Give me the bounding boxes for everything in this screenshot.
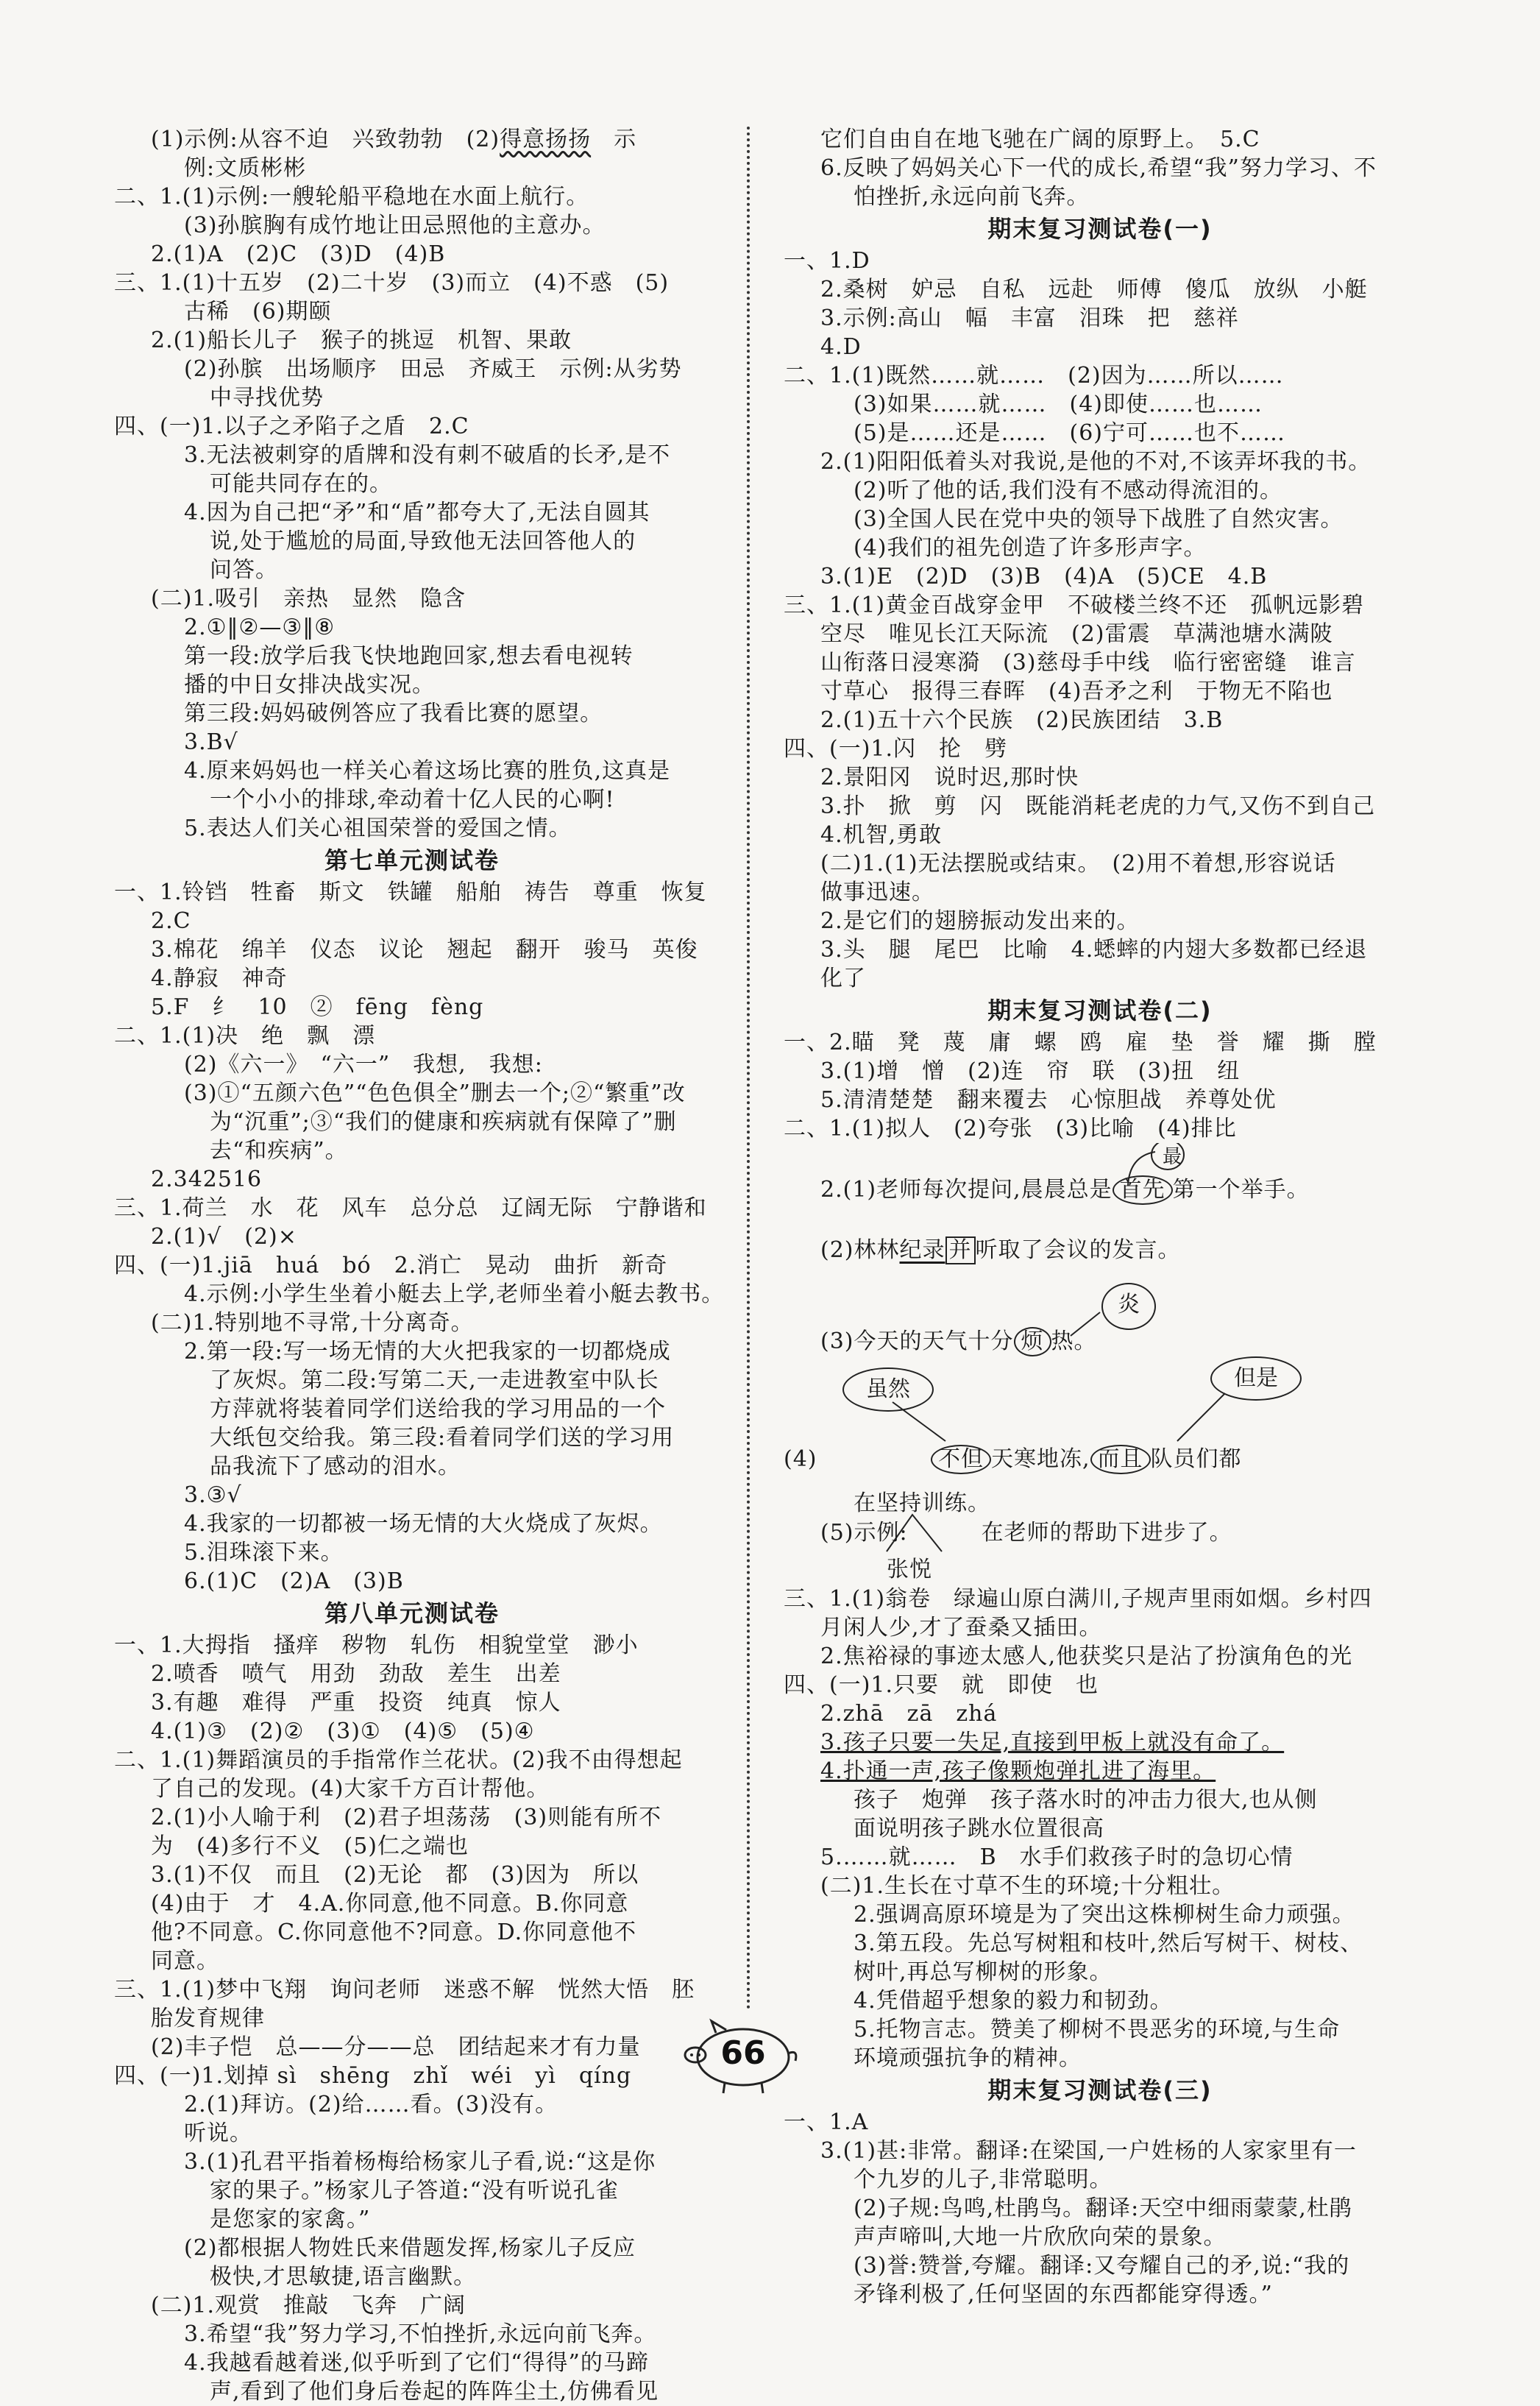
answer-line: (3)①“五颜六色”“色色俱全”删去一个;②“繁重”改 [184,1080,686,1106]
answer-line: (4)我们的祖先创造了许多形声字。 [854,535,1207,561]
right-column [784,125,1416,2309]
answer-line: 听说。 [184,2120,252,2146]
diagram-oval-danshi: 但是 [1210,1356,1302,1401]
answer-line: 3.B√ [184,729,238,755]
answer-line: (4)由于 才 4.A.你同意,他不同意。B.你同意 [151,1891,629,1917]
diagram-sentence-4-label: (4) [784,1446,817,1472]
answer-line: 2.(1)√ (2)× [151,1224,297,1250]
answer-line: (2)都根据人物姓氏来借题发挥,杨家儿子反应 [184,2235,636,2261]
answer-line: 2.(1)拜访。(2)给……看。(3)没有。 [184,2092,558,2117]
answer-line: 三、1.(1)黄金百战穿金甲 不破楼兰终不还 孤帆远影碧 [784,592,1365,618]
answer-line: 了自己的发现。(4)大家千方百计帮他。 [151,1776,550,1802]
answer-line: 第三段:妈妈破例答应了我看比赛的愿望。 [184,701,603,726]
section-heading: 期末复习测试卷(一) [987,215,1213,243]
answer-line: 2.桑树 妒忌 自私 远赴 师傅 傻瓜 放纵 小艇 [820,277,1368,302]
section-heading: 期末复习测试卷(二) [987,997,1213,1025]
answer-line: 3.棉花 绵羊 仪态 议论 翘起 翻开 骏马 英俊 [151,937,698,963]
diagram-sentence-2: (2)林林纪录 并 听取了会议的发言。 [820,1237,1181,1263]
answer-line: 3.示例:高山 幅 丰富 泪珠 把 慈祥 [820,305,1239,331]
answer-line: (2)子规:鸟鸣,杜鹃鸟。翻译:天空中细雨蒙蒙,杜鹃 [854,2196,1352,2221]
answer-line: 空尽 唯见长江天际流 (2)雷震 草满池塘水满陂 [820,621,1333,647]
diagram-oval-suiran: 虽然 [842,1367,934,1412]
answer-line: 三、1.(1)十五岁 (2)二十岁 (3)而立 (4)不惑 (5) [114,270,670,296]
answer-line: 环境顽强抗争的精神。 [854,2045,1082,2071]
answer-line: 个九岁的儿子,非常聪明。 [854,2167,1113,2193]
answer-line: (3)如果……就…… (4)即使……也…… [854,392,1263,417]
answer-line: 2.强调高原环境是为了突出这株柳树生命力顽强。 [854,1902,1355,1928]
diagram-insert-1: 最 [1163,1146,1183,1168]
answer-line: 二、1.(1)示例:一艘轮船平稳地在水面上航行。 [114,184,589,210]
answer-line: 声声啼叫,大地一片欣欣向荣的景象。 [854,2224,1227,2250]
answer-line: 一、1.铃铛 牲畜 斯文 铁罐 船舶 祷告 尊重 恢复 [114,880,707,905]
answer-line: 极快,才思敏捷,语言幽默。 [210,2264,477,2290]
answer-line: 4.我越看越着迷,似乎听到了它们“得得”的马蹄 [184,2350,649,2376]
answer-line: 5.表达人们关心祖国荣誉的爱国之情。 [184,815,572,841]
answer-line: 3.头 腿 尾巴 比喻 4.蟋蟀的内翅大多数都已经退 [820,937,1368,963]
answer-line: (2)听了他的话,我们没有不感动得流泪的。 [854,478,1283,503]
section-heading: 第八单元测试卷 [324,1599,500,1627]
answer-line: 2.①‖②—③‖⑧ [184,615,336,640]
answer-line: 一、1.D [784,248,870,274]
answer-line: (二)1.观赏 推敲 飞奔 广阔 [151,2293,466,2318]
diagram-insert-5: 张悦 [887,1557,932,1582]
answer-line: 它们自由自在地飞驰在广阔的原野上。 5.C [820,127,1260,152]
answer-line: 播的中日女排决战实况。 [184,672,435,698]
answer-line: 一个小小的排球,牵动着十亿人民的心啊! [210,787,615,813]
answer-line: 了灰烬。第二段:写第二天,一走进教室中队长 [210,1367,659,1393]
answer-line: 一、1.A [784,2109,869,2135]
diagram-sentence-4-cont: 在坚持训练。 [854,1490,990,1516]
answer-line: 6.反映了妈妈关心下一代的成长,希望“我”努力学习、不 [820,155,1377,181]
answer-line: 去“和疾病”。 [210,1138,348,1164]
diagram-sentence-3: (3)今天的天气十分 烦 热。 [820,1327,1097,1356]
answer-line: 大纸包交给我。第三段:看着同学们送的学习用 [210,1425,675,1451]
right-bottom-answers [784,1585,1416,2309]
answer-line: 山衔落日浸寒漪 (3)慈母手中线 临行密密缝 谁言 [820,650,1356,676]
answer-line: 2.是它们的翅膀振动发出来的。 [820,908,1140,934]
answer-line: 5.托物言志。赞美了柳树不畏恶劣的环境,与生命 [854,2017,1341,2042]
section-heading: 期末复习测试卷(三) [987,2076,1213,2104]
answer-line: 第一段:放学后我飞快地跑回家,想去看电视转 [184,643,634,669]
answer-line: 二、1.(1)拟人 (2)夸张 (3)比喻 (4)排比 [784,1116,1237,1142]
answer-line: (1)示例:从容不迫 兴致勃勃 (2)得意扬扬 示 [151,127,637,152]
answer-line: 怕挫折,永远向前飞奔。 [854,184,1090,210]
answer-line: 4.因为自己把“矛”和“盾”都夸大了,无法自圆其 [184,500,650,526]
answer-line: 古稀 (6)期颐 [184,299,332,325]
answer-line: 2.第一段:写一场无情的大火把我家的一切都烧成 [184,1339,671,1365]
answer-line: 3.(1)增 憎 (2)连 帘 联 (3)扭 纽 [820,1058,1241,1084]
answer-line: 四、(一)1.jiā huá bó 2.消亡 晃动 曲折 新奇 [114,1253,668,1278]
answer-line: 4.(1)③ (2)② (3)① (4)⑤ (5)④ [151,1719,535,1744]
answer-line: 树叶,再总写柳树的形象。 [854,1959,1113,1985]
answer-line: 3.希望“我”努力学习,不怕挫折,永远向前飞奔。 [184,2321,657,2347]
answer-line: 3.③√ [184,1482,242,1508]
answer-line: 孩子 炮弹 孩子落水时的冲击力很大,也从侧 [854,1787,1318,1813]
answer-line: 四、(一)1.只要 就 即使 也 [784,1672,1099,1698]
answer-line: 4.机智,勇敢 [820,822,943,848]
answer-line: 3.(1)孔君平指着杨梅给杨家儿子看,说:“这是你 [184,2149,656,2175]
answer-line: 二、1.(1)既然……就…… (2)因为……所以…… [784,363,1284,389]
answer-line: 三、1.荷兰 水 花 风车 总分总 辽阔无际 宁静谐和 [114,1195,707,1221]
answer-line: 2.(1)阳阳低着头对我说,是他的不对,不该弄坏我的书。 [820,449,1372,475]
answer-line: 2.喷香 喷气 用劲 劲敌 差生 出差 [151,1661,561,1687]
answer-line: 中寻找优势 [210,385,324,411]
answer-line: (二)1.吸引 亲热 显然 隐含 [151,586,466,612]
answer-line: 胎发育规律 [151,2006,265,2031]
answer-line: 4.我家的一切都被一场无情的大火烧成了灰烬。 [184,1511,663,1537]
answer-line: 三、1.(1)翁卷 绿遍山原白满川,子规声里雨如烟。乡村四 [784,1586,1372,1612]
answer-line: 方萍就将装着同学们送给我的学习用品的一个 [210,1396,666,1422]
answer-line: 寸草心 报得三春晖 (4)吾矛之利 于物无不陷也 [820,679,1333,704]
answer-line: 5.泪珠滚下来。 [184,1540,344,1565]
answer-line: 3.无法被刺穿的盾牌和没有刺不破盾的长矛,是不 [184,442,671,468]
page-number-badge [666,2017,813,2098]
answer-line: 例:文质彬彬 [184,155,307,181]
wavy-underline-word: 得意扬扬 [500,127,592,152]
answer-line: 月闲人少,才了蚕桑又插田。 [820,1615,1102,1641]
answer-line: 可能共同存在的。 [210,471,392,497]
answer-line: 矛锋利极了,任何坚固的东西都能穿得透。” [854,2282,1273,2307]
answer-line: 2.C [151,908,191,934]
answer-line: (二)1.生长在寸草不生的环境;十分粗壮。 [820,1873,1235,1899]
answer-line: 2.zhā zā zhá [820,1701,998,1727]
answer-line: 3.扑 掀 剪 闪 既能消耗老虎的力气,又伤不到自己 [820,793,1376,819]
answer-line: 二、1.(1)决 绝 飘 漂 [114,1023,376,1049]
answer-line: (3)全国人民在党中央的领导下战胜了自然灾害。 [854,506,1344,532]
answer-line: 四、(一)1.以子之矛陷子之盾 2.C [114,414,469,439]
section-heading: 第七单元测试卷 [324,846,500,874]
answer-line: (3)誉:赞誉,夸耀。翻译:又夸耀自己的矛,说:“我的 [854,2253,1350,2279]
answer-line: 4.D [820,334,862,360]
answer-line: 问答。 [210,557,278,583]
left-column [114,125,725,2406]
answer-line: 6.(1)C (2)A (3)B [184,1568,404,1594]
answer-line: (2)丰子恺 总——分——总 团结起来才有力量 [151,2034,641,2060]
answer-line: 说,处于尴尬的局面,导致他无法回答他人的 [210,528,636,554]
answer-line: 4.静寂 神奇 [151,966,288,991]
answer-line: 四、(一)1.划掉 sì shēng zhǐ wéi yì qíng [114,2063,632,2089]
answer-line: 是您家的家禽。” [210,2207,371,2232]
answer-line: 一、2.瞄 凳 蔑 庸 螺 鸥 雇 垫 誉 耀 撕 膛 [784,1030,1377,1055]
answer-line: 二、1.(1)舞蹈演员的手指常作兰花状。(2)我不由得想起 [114,1747,683,1773]
answer-line: 3.(1)不仅 而且 (2)无论 都 (3)因为 所以 [151,1862,639,1888]
answer-line: 3.(1)甚:非常。翻译:在梁国,一户姓杨的人家家里有一 [820,2138,1357,2164]
answer-line: 品我流下了感动的泪水。 [210,1454,461,1479]
answer-line: 2.342516 [151,1167,263,1192]
diagram-sentence-4: 不但 天寒地冻, 而且 队员们都 [931,1445,1242,1474]
diagram-sentence-1: 2.(1)老师每次提问,晨晨总是 首先 第一个举手。 [820,1175,1310,1205]
page-number: 66 [720,2034,766,2072]
sentence-correction-diagram [784,1143,1416,1585]
answer-line: 三、1.(1)梦中飞翔 询问老师 迷惑不解 恍然大悟 胚 [114,1977,695,2003]
answer-line: 2.焦裕禄的事迹太感人,他获奖只是沾了扮演角色的光 [820,1643,1353,1669]
answer-line: 2.景阳冈 说时迟,那时快 [820,765,1079,790]
answer-line: (二)1.(1)无法摆脱或结束。 (2)用不着想,形容说话 [820,851,1336,877]
answer-line: 为“沉重”;③“我们的健康和疾病就有保障了”删 [210,1109,677,1135]
answer-line: 做事迅速。 [820,880,934,905]
diagram-sentence-5: (5)示例: 在老师的帮助下进步了。 [820,1520,1232,1546]
answer-line: (5)是……还是…… (6)宁可……也不…… [854,420,1285,446]
answer-line: 4.原来妈妈也一样关心着这场比赛的胜负,这真是 [184,758,671,784]
right-top-answers [784,125,1416,1143]
answer-line: 四、(一)1.闪 抡 劈 [784,736,1008,762]
answer-line: 面说明孩子跳水位置很高 [854,1816,1104,1841]
answer-line: (3)孙膑胸有成竹地让田忌照他的主意办。 [184,213,606,238]
answer-line: (2)《六一》 “六一” 我想, 我想: [184,1052,543,1078]
answer-line: (二)1.特别地不寻常,十分离奇。 [151,1310,474,1336]
answer-line: 5.清清楚楚 翻来覆去 心惊胆战 养尊处优 [820,1087,1277,1113]
answer-line: 一、1.大拇指 搔痒 秽物 轧伤 相貌堂堂 渺小 [114,1632,639,1658]
answer-line: (2)孙膑 出场顺序 田忌 齐威王 示例:从劣势 [184,356,682,382]
column-divider [747,127,750,2011]
answer-line: 4.示例:小学生坐着小艇去上学,老师坐着小艇去教书。 [184,1281,725,1307]
answer-line: 2.(1)小人喻于利 (2)君子坦荡荡 (3)则能有所不 [151,1805,662,1830]
answer-line: 5.……就…… B 水手们救孩子时的急切心情 [820,1844,1294,1870]
answer-line: 5.F 纟 10 ② fēng fèng [151,994,484,1020]
answer-line: 化了 [820,966,866,991]
answer-line: 同意。 [151,1948,219,1974]
answer-line: 3.第五段。先总写树粗和枝叶,然后写树干、树枝、 [854,1931,1363,1956]
answer-line: 2.(1)五十六个民族 (2)民族团结 3.B [820,707,1224,733]
diagram-oval-yan: 炎 [1101,1283,1156,1330]
answer-line: 4.凭借超乎想象的毅力和韧劲。 [854,1988,1173,2014]
answer-line: 声,看到了他们身后卷起的阵阵尘土,仿佛看见 [210,2379,659,2405]
answer-line: 2.(1)船长儿子 猴子的挑逗 机智、果敢 [151,328,572,353]
answer-line: 家的果子。”杨家儿子答道:“没有听说孔雀 [210,2178,619,2204]
answer-line: 他?不同意。C.你同意他不?同意。D.你同意他不 [151,1920,637,1945]
answer-line: 4.扑通一声,孩子像颗炮弹扎进了海里。 [820,1758,1216,1784]
answer-line: 3.(1)E (2)D (3)B (4)A (5)CE 4.B [820,564,1268,590]
answer-line: 2.(1)A (2)C (3)D (4)B [151,241,446,267]
answer-line: 为 (4)多行不义 (5)仁之端也 [151,1833,469,1859]
answer-line: 3.有趣 难得 严重 投资 纯真 惊人 [151,1690,561,1716]
answer-line: 3.孩子只要一失足,直接到甲板上就没有命了。 [820,1730,1285,1755]
